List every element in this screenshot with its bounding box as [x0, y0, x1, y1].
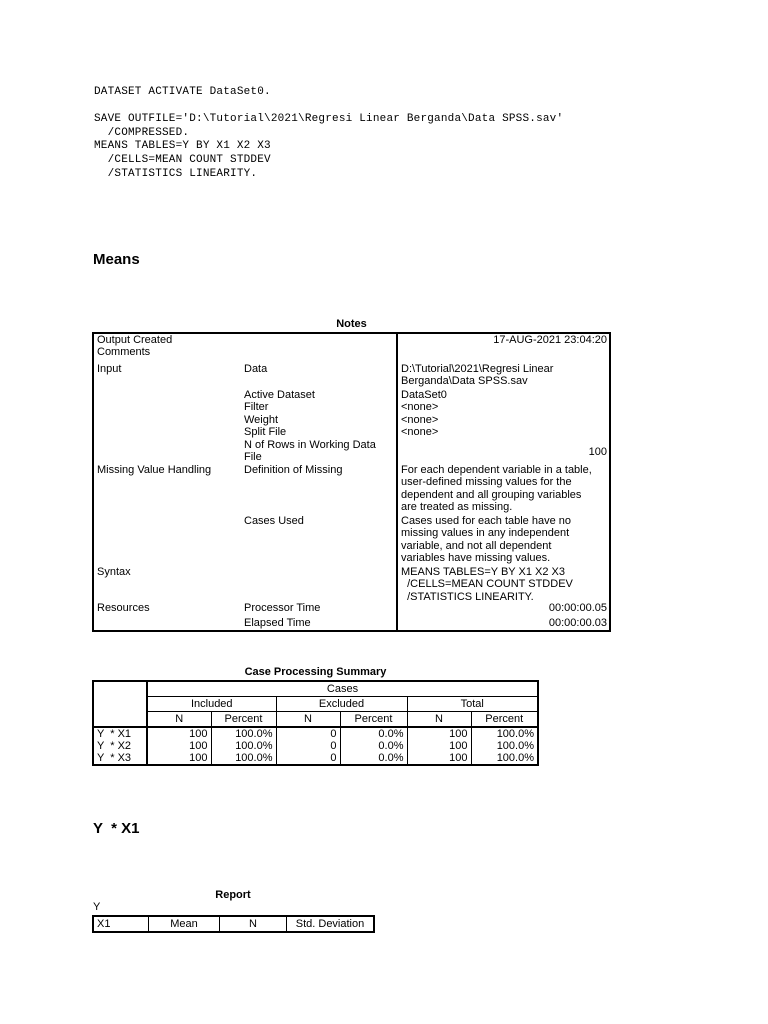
table-cell: 0.0% [340, 752, 407, 765]
group-header-excluded: Excluded [276, 697, 407, 712]
dependent-variable-label: Y [93, 901, 101, 913]
cases-header: Cases [147, 681, 538, 697]
sub-header-percent: Percent [471, 712, 538, 728]
table-cell: 100 [147, 727, 211, 740]
report-header-std-deviation: Std. Deviation [287, 916, 375, 932]
split-file-label: Split File [244, 426, 287, 438]
filter-label: Filter [244, 401, 269, 413]
missing-handling-label: Missing Value Handling [97, 464, 212, 476]
syntax-block: DATASET ACTIVATE DataSet0. SAVE OUTFILE='D:\Tutorial\2021\Regresi Linear Berganda\Data SPSS.sav' /COMPRESSED. MEANS TABLES=Y BY X1 X2 X3 /CELLS=MEAN COUNT STDDEV /STATISTICS LINEARITY. [94, 86, 564, 180]
case-processing-table [92, 680, 539, 766]
sub-header-n: N [276, 712, 340, 728]
definition-label: Definition of Missing [244, 464, 343, 476]
syntax-label: Syntax [97, 566, 131, 578]
active-dataset-value: DataSet0 [401, 389, 447, 401]
processor-time-value: 00:00:00.05 [548, 602, 607, 614]
report-header-x1: X1 [93, 916, 149, 932]
processor-time-label: Processor Time [244, 602, 321, 614]
sub-header-n: N [407, 712, 471, 728]
table-cell: 100.0% [211, 727, 276, 740]
table-cell: 100 [147, 752, 211, 765]
weight-label: Weight [244, 414, 279, 426]
sub-header-n: N [147, 712, 211, 728]
table-cell: 100.0% [471, 740, 538, 752]
comments-label: Comments [97, 346, 151, 358]
n-rows-value: 100 [588, 446, 607, 458]
cases-used-label: Cases Used [244, 515, 304, 527]
corner-cell [93, 681, 147, 727]
table-cell: 0.0% [340, 727, 407, 740]
table-row [93, 727, 538, 740]
active-dataset-label: Active Dataset [244, 389, 315, 401]
weight-value: <none> [401, 414, 439, 426]
row-label: Y * X3 [93, 752, 147, 765]
resources-label: Resources [97, 602, 150, 614]
sub-header-percent: Percent [211, 712, 276, 728]
data-label: Data [244, 363, 268, 375]
sub-header-percent: Percent [340, 712, 407, 728]
means-heading: Means [93, 251, 140, 268]
cases-used-value: Cases used for each table have no missing values in any independent variable, and not all dependent variables have missing values. [401, 515, 572, 565]
row-label: Y * X2 [93, 740, 147, 752]
table-cell: 100.0% [471, 727, 538, 740]
table-row [93, 752, 538, 765]
input-label: Input [97, 363, 122, 375]
report-header-mean: Mean [149, 916, 220, 932]
table-cell: 100 [147, 740, 211, 752]
y-x1-heading: Y * X1 [93, 820, 140, 837]
n-rows-label: N of Rows in Working Data File [244, 439, 376, 464]
table-cell: 0 [276, 752, 340, 765]
syntax-value: MEANS TABLES=Y BY X1 X2 X3 /CELLS=MEAN COUNT STDDEV /STATISTICS LINEARITY. [401, 566, 573, 603]
elapsed-time-value: 00:00:00.03 [548, 617, 607, 629]
table-cell: 100.0% [211, 740, 276, 752]
table-cell: 100 [407, 740, 471, 752]
group-header-included: Included [147, 697, 276, 712]
output-created-label: Output Created [97, 334, 173, 346]
table-cell: 0 [276, 727, 340, 740]
data-value: D:\Tutorial\2021\Regresi Linear Berganda\Data SPSS.sav [401, 363, 554, 388]
elapsed-time-label: Elapsed Time [244, 617, 311, 629]
table-cell: 100.0% [211, 752, 276, 765]
group-header-total: Total [407, 697, 538, 712]
report-table [92, 915, 375, 933]
report-title: Report [215, 889, 251, 901]
row-label: Y * X1 [93, 727, 147, 740]
table-cell: 100 [407, 752, 471, 765]
filter-value: <none> [401, 401, 439, 413]
notes-divider [396, 332, 398, 632]
report-header-n: N [220, 916, 287, 932]
output-created-value: 17-AUG-2021 23:04:20 [493, 334, 607, 346]
case-summary-title: Case Processing Summary [244, 666, 387, 678]
definition-value: For each dependent variable in a table, user-defined missing values for the dependent and all grouping variables are treated as missing. [401, 464, 592, 514]
notes-title: Notes [336, 318, 367, 330]
table-cell: 0 [276, 740, 340, 752]
table-cell: 100 [407, 727, 471, 740]
table-cell: 100.0% [471, 752, 538, 765]
table-row [93, 740, 538, 752]
table-cell: 0.0% [340, 740, 407, 752]
split-file-value: <none> [401, 426, 439, 438]
